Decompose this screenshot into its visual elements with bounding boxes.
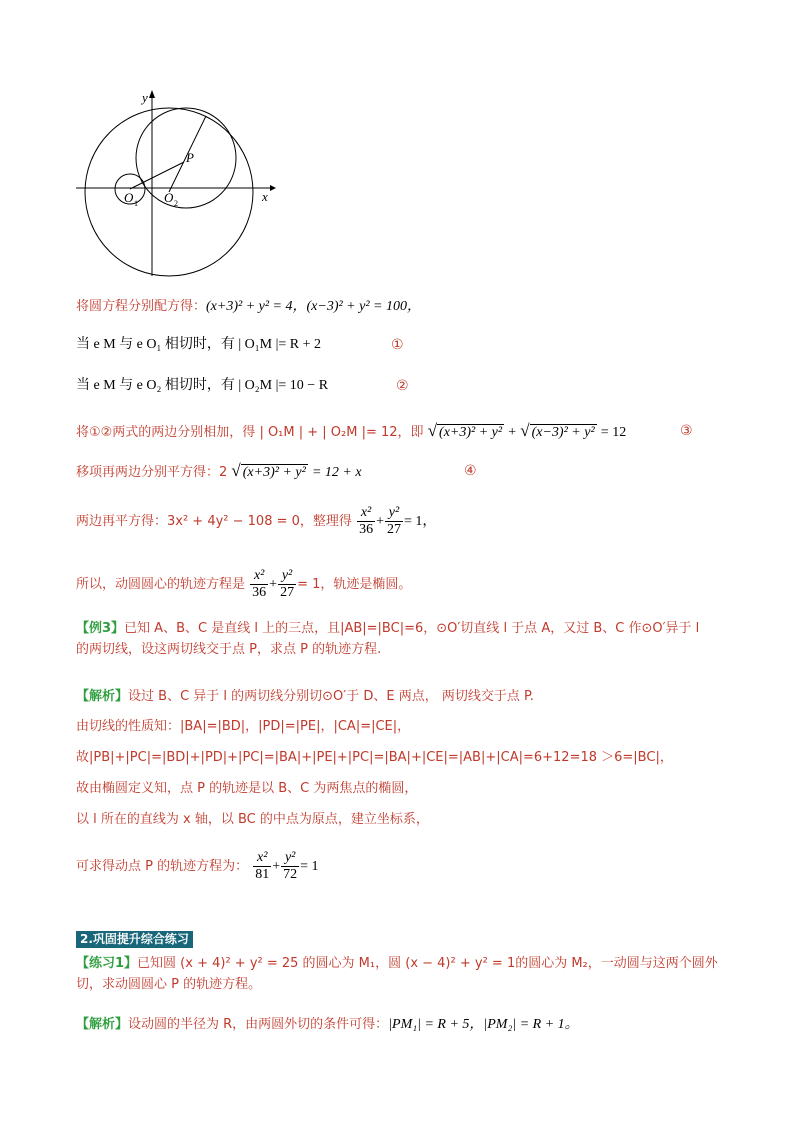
p-label: P xyxy=(186,150,194,165)
solution-line4: 故由椭圆定义知，点 P 的轨迹是以 B、C 为两焦点的椭圆， xyxy=(76,781,418,796)
solution-line3: 故|PB|+|PC|=|BD|+|PD|+|PC|=|BA|+|PE|+|PC|=|BA|+|CE|=|AB|+|CA|=6+12=18 ＞6=|BC|， xyxy=(76,750,673,765)
line-conclusion: 所以，动圆圆心的轨迹方程是 $\frac{\text{x²}}{36}$ + $\frac{\text{y²}}{27}$ = 1，轨迹是椭圆。 xyxy=(76,568,412,600)
line-tangent-o1: 当 e M 与 e O₁ 相切时，有 | O₁M |= R + 2 ① xyxy=(76,337,404,353)
geometry-figure xyxy=(76,86,276,290)
y-label: y xyxy=(142,90,148,105)
example3-line1: 【例3】已知 A、B、C 是直线 l 上的三点，且|AB|=|BC|=6，⊙O′切直线 l 于点 A，又过 B、C 作⊙O′异于 l xyxy=(76,621,700,636)
solution-line5: 以 l 所在的直线为 x 轴，以 BC 的中点为原点，建立坐标系， xyxy=(76,812,429,827)
line-square-twice: 两边再平方得：3x² + 4y² − 108 = 0，整理得 $\frac{\text{x²}}{36}$ + $\frac{\text{y²}}{27}$ = 1， xyxy=(76,505,437,537)
o2-label: O xyxy=(164,190,174,205)
example3-line2: 的两切线，设这两切线交于点 P，求点 P 的轨迹方程. xyxy=(76,642,382,657)
line-tangent-o2: 当 e M 与 e O₂ 相切时，有 | O₂M |= 10 − R ② xyxy=(76,378,409,394)
solution-tag: 【解析】 xyxy=(76,689,129,704)
practice1-tag: 【练习1】 xyxy=(76,956,138,971)
o2-sub: 2 xyxy=(174,199,178,208)
x-axis-arrow-icon xyxy=(270,185,276,191)
solution-line1: 【解析】设过 B、C 异于 l 的两切线分别切⊙O′于 D、E 两点， 两切线交于点 P. xyxy=(76,689,534,704)
section-heading: 2.巩固提升综合练习 xyxy=(76,931,193,948)
x-label: x xyxy=(262,189,268,204)
solution-line2: 由切线的性质知：|BA|=|BD|，|PD|=|PE|，|CA|=|CE|， xyxy=(76,719,411,734)
example3-tag: 【例3】 xyxy=(76,621,125,636)
line-completing-square: 将圆方程分别配方得：(x+3)² + y² = 4，(x−3)² + y² = 100， xyxy=(76,299,421,314)
y-axis-arrow-icon xyxy=(149,90,155,98)
line-square-once: 移项再两边分别平方得：2 √ (x+3)² + y² = 12 + x ④ xyxy=(76,461,477,480)
line-sum-equation: 将①②两式的两边分别相加，得 | O₁M | + | O₂M |= 12，即 √ (x+3)² + y² + √ (x−3)² + y² = 12 ③ xyxy=(76,421,693,440)
o1-label: O xyxy=(124,190,134,205)
practice1-solution-tag: 【解析】 xyxy=(76,1017,129,1032)
practice1-line2: 切，求动圆圆心 P 的轨迹方程。 xyxy=(76,977,262,992)
practice1-line1: 【练习1】已知圆 (x + 4)² + y² = 25 的圆心为 M₁，圆 (x − 4)² + y² = 1的圆心为 M₂，一动圆与这两个圆外 xyxy=(76,956,718,971)
practice1-solution: 【解析】设动圆的半径为 R，由两圆外切的条件可得：|PM₁| = R + 5，|PM₂| = R + 1。 xyxy=(76,1017,579,1032)
o1-to-center-line xyxy=(130,162,184,189)
o1-sub: 1 xyxy=(134,199,138,208)
circle-diagram xyxy=(76,86,276,286)
solution-line6: 可求得动点 P 的轨迹方程为： $\frac{\text{x²}}{81}$ + $\frac{\text{y²}}{72}$ = 1 xyxy=(76,850,319,882)
